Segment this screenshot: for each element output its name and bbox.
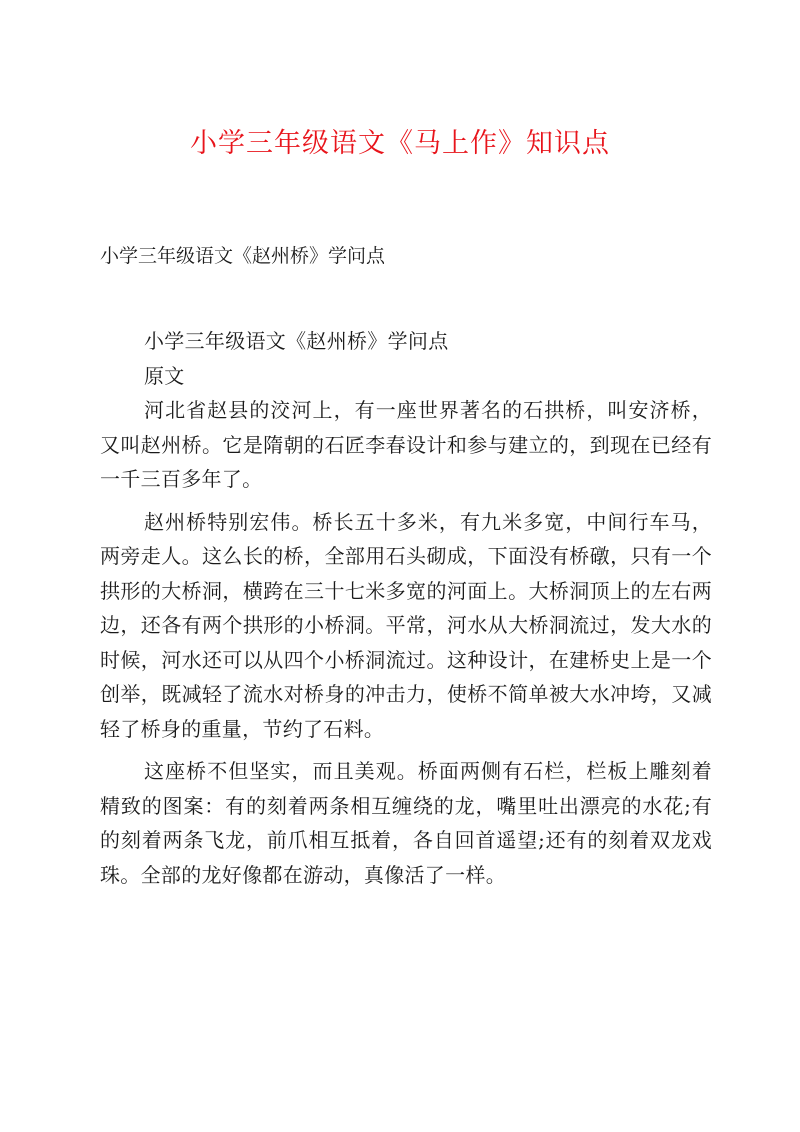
- paragraph: 河北省赵县的洨河上，有一座世界著名的石拱桥，叫安济桥，又叫赵州桥。它是隋朝的石匠李春设计和参与建立的，到现在已经有一千三百多年了。: [100, 398, 712, 491]
- document-body: [100, 324, 712, 892]
- document-subtitle: 小学三年级语文《赵州桥》学问点: [100, 245, 386, 267]
- section-label: 原文: [144, 363, 185, 388]
- paragraph: 赵州桥特别宏伟。桥长五十多米，有九米多宽，中间行车马，两旁走人。这么长的桥，全部用石头砌成，下面没有桥礅，只有一个拱形的大桥洞，横跨在三十七米多宽的河面上。大桥洞顶上的左右两边，还各有两个拱形的小桥洞。平常，河水从大桥洞流过，发大水的时候，河水还可以从四个小桥洞流过。这种设计，在建桥史上是一个创举，既减轻了流水对桥身的冲击力，使桥不简单被大水冲垮，又减轻了桥身的重量，节约了石料。: [100, 509, 712, 741]
- paragraph: 这座桥不但坚实，而且美观。桥面两侧有石栏，栏板上雕刻着精致的图案：有的刻着两条相互缠绕的龙，嘴里吐出漂亮的水花;有的刻着两条飞龙，前爪相互抵着，各自回首遥望;还有的刻着双龙戏珠。全部的龙好像都在游动，真像活了一样。: [100, 759, 712, 887]
- document-title: 小学三年级语文《马上作》知识点: [190, 128, 610, 159]
- body-heading: 小学三年级语文《赵州桥》学问点: [144, 329, 449, 353]
